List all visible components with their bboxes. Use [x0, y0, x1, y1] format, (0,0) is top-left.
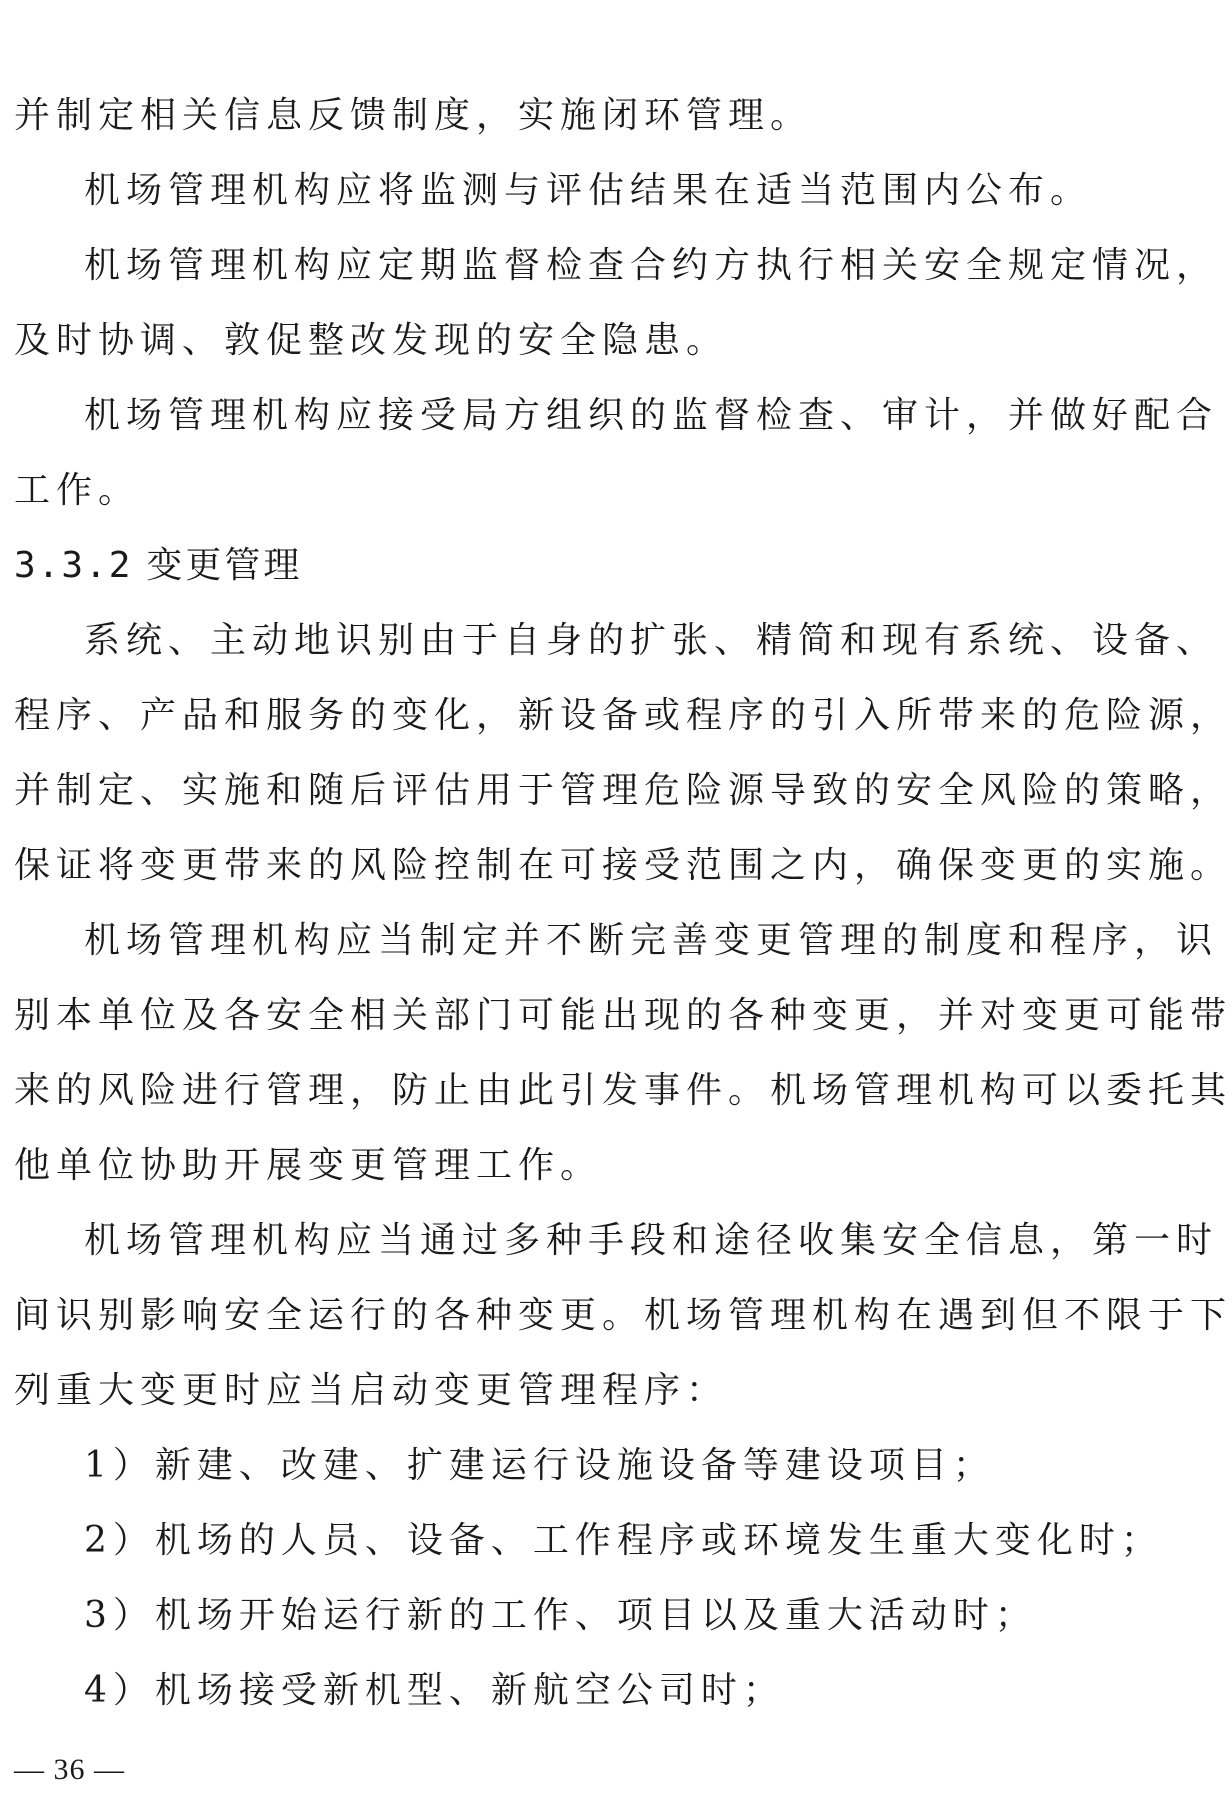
text-line: 列重大变更时应当启动变更管理程序： — [14, 1370, 729, 1411]
text-line: 程序、产品和服务的变化，新设备或程序的引入所带来的危险源， — [14, 695, 1232, 736]
text-line: 别本单位及各安全相关部门可能出现的各种变更，并对变更可能带 — [14, 995, 1232, 1036]
text-line: 保证将变更带来的风险控制在可接受范围之内，确保变更的实施。 — [14, 845, 1232, 886]
text-line: 工作。 — [14, 470, 141, 511]
text-line: 及时协调、敦促整改发现的安全隐患。 — [14, 320, 729, 361]
document-body — [14, 92, 1232, 1742]
text-line: 机场管理机构应接受局方组织的监督检查、审计，并做好配合 — [84, 395, 1219, 436]
section-title: 变更管理 — [146, 545, 303, 586]
list-item: 3）机场开始运行新的工作、项目以及重大活动时； — [84, 1595, 1037, 1636]
text-line: 机场管理机构应当制定并不断完善变更管理的制度和程序，识 — [84, 920, 1219, 961]
text-line: 来的风险进行管理，防止由此引发事件。机场管理机构可以委托其 — [14, 1070, 1232, 1111]
text-line: 间识别影响安全运行的各种变更。机场管理机构在遇到但不限于下 — [14, 1295, 1232, 1336]
section-number: 3.3.2 — [14, 545, 133, 586]
list-item: 1）新建、改建、扩建运行设施设备等建设项目； — [84, 1445, 995, 1486]
text-line: 机场管理机构应将监测与评估结果在适当范围内公布。 — [84, 170, 1093, 211]
text-line: 并制定相关信息反馈制度，实施闭环管理。 — [14, 95, 813, 136]
text-line: 机场管理机构应当通过多种手段和途径收集安全信息，第一时 — [84, 1220, 1219, 1261]
text-line: 他单位协助开展变更管理工作。 — [14, 1145, 603, 1186]
list-item: 2）机场的人员、设备、工作程序或环境发生重大变化时； — [84, 1520, 1163, 1561]
page-number: — 36 — — [14, 1753, 125, 1786]
list-item: 4）机场接受新机型、新航空公司时； — [84, 1670, 785, 1711]
text-line: 系统、主动地识别由于自身的扩张、精简和现有系统、设备、 — [84, 620, 1219, 661]
text-line: 并制定、实施和随后评估用于管理危险源导致的安全风险的策略， — [14, 770, 1232, 811]
text-line: 机场管理机构应定期监督检查合约方执行相关安全规定情况， — [84, 245, 1219, 286]
section-heading — [14, 542, 1054, 617]
